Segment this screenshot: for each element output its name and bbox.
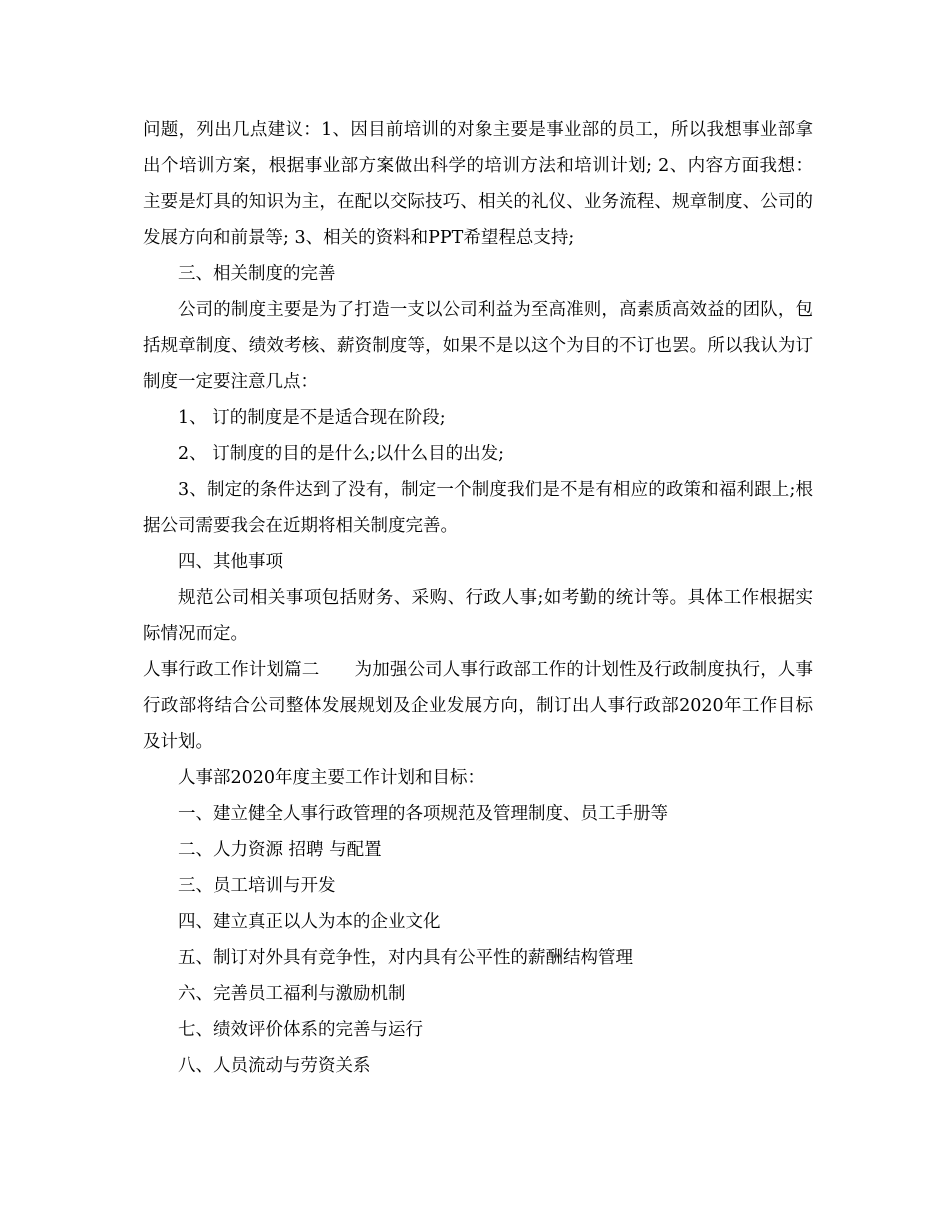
document-body [143, 112, 813, 1084]
paragraph-other-matters: 规范公司相关事项包括财务、采购、行政人事;如考勤的统计等。具体工作根据实际情况而定。 [143, 588, 813, 644]
list-item-3: 3、制定的条件达到了没有，制定一个制度我们是不是有相应的政策和福利跟上;根据公司需要我会在近期将相关制度完善。 [143, 480, 813, 536]
paragraph-plan-part-two: 人事行政工作计划篇二 为加强公司人事行政部工作的计划性及行政制度执行，人事行政部将结合公司整体发展规划及企业发展方向，制订出人事行政部2020年工作目标及计划。 [143, 660, 813, 752]
plan-item-8: 八、人员流动与劳资关系 [178, 1056, 371, 1076]
plan-item-4: 四、建立真正以人为本的企业文化 [178, 912, 441, 932]
plan-item-1: 一、建立健全人事行政管理的各项规范及管理制度、员工手册等 [178, 804, 668, 824]
heading-other-matters: 四、其他事项 [178, 552, 283, 572]
plan-item-3: 三、员工培训与开发 [178, 876, 336, 896]
heading-annual-plan: 人事部2020年度主要工作计划和目标： [178, 768, 486, 788]
list-item-1: 1、 订的制度是不是适合现在阶段; [178, 408, 446, 428]
paragraph-training-suggestions: 问题，列出几点建议：1、因目前培训的对象主要是事业部的员工，所以我想事业部拿出个培训方案，根据事业部方案做出科学的培训方法和培训计划; 2、内容方面我想：主要是灯具的知识为主，在配以交际技巧、相关的礼仪、业务流程、规章制度、公司的发展方向和前景等; 3、相关的资料和PPT希望程总支持; [143, 120, 813, 248]
list-item-2: 2、 订制度的目的是什么;以什么目的出发; [178, 444, 504, 464]
paragraph-company-system: 公司的制度主要是为了打造一支以公司利益为至高准则，高素质高效益的团队，包括规章制度、绩效考核、薪资制度等，如果不是以这个为目的不订也罢。所以我认为订制度一定要注意几点： [143, 300, 813, 392]
plan-item-2: 二、人力资源 招聘 与配置 [178, 840, 382, 860]
plan-item-6: 六、完善员工福利与激励机制 [178, 984, 406, 1004]
plan-item-5: 五、制订对外具有竞争性，对内具有公平性的薪酬结构管理 [178, 948, 633, 968]
heading-system-improvement: 三、相关制度的完善 [178, 264, 336, 284]
plan-item-7: 七、绩效评价体系的完善与运行 [178, 1020, 423, 1040]
